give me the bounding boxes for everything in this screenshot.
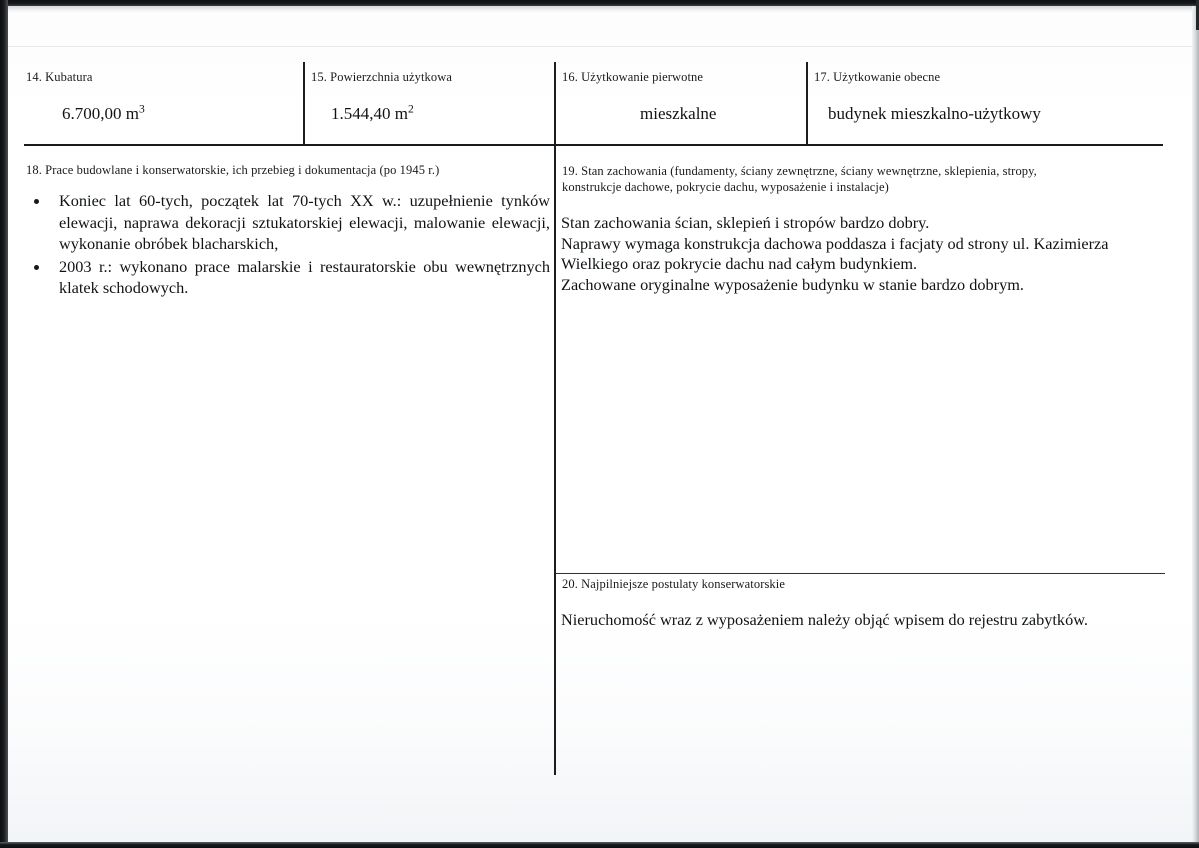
field-19-header xyxy=(562,164,1162,195)
field-15-number: 15. xyxy=(311,70,327,84)
divider-col-main xyxy=(554,62,556,775)
scan-edge-top xyxy=(0,0,1199,6)
field-18-header: 18. Prace budowlane i konserwatorskie, ich przebieg i dokumentacja (po 1945 r.) xyxy=(26,163,440,177)
scan-edge-right xyxy=(1192,0,1199,848)
scan-edge-left xyxy=(0,0,8,848)
field-18-bullet-list xyxy=(22,190,550,299)
paper-surface xyxy=(8,6,1193,843)
rule-under-top-row xyxy=(24,144,1163,146)
field-17-value-text: budynek mieszkalno-użytkowy xyxy=(828,104,1041,123)
field-18-body xyxy=(22,190,550,300)
field-16-label: Użytkowanie pierwotne xyxy=(581,70,704,84)
field-16-number: 16. xyxy=(562,70,578,84)
field-14-unit-exponent: 3 xyxy=(138,102,145,116)
field-14-number: 14. xyxy=(26,70,42,84)
field-14-value xyxy=(62,103,145,124)
field-15-label: Powierzchnia użytkowa xyxy=(330,70,453,84)
field-20-header: 20. Najpilniejsze postulaty konserwatorskie xyxy=(562,577,786,591)
field-19-header-line: 19. Stan zachowania (fundamenty, ściany zewnętrzne, ściany wewnętrzne, sklepienia, stropy, xyxy=(562,164,1037,178)
field-18-bullet-item: Koniec lat 60-tych, początek lat 70-tych XX w.: uzupełnienie tynków elewacji, naprawa dekoracji sztukatorskiej elewacji, malowanie elewacji, wykonanie obróbek blacharskich, xyxy=(22,190,550,255)
field-19-header-line: konstrukcje dachowe, pokrycie dachu, wyposażenie i instalacje) xyxy=(562,179,889,194)
scan-edge-bottom xyxy=(0,842,1199,848)
rule-between-19-20 xyxy=(556,573,1165,574)
field-16-value xyxy=(640,103,716,124)
field-15-value-text: 1.544,40 m xyxy=(331,104,408,123)
field-17-header xyxy=(814,70,940,86)
field-19-body-line: Stan zachowania ścian, sklepień i stropów bardzo dobry. xyxy=(561,213,930,232)
field-17-label: Użytkowanie obecne xyxy=(833,70,941,84)
divider-col-16-17 xyxy=(806,62,808,146)
field-17-value xyxy=(828,103,1041,124)
field-15-value xyxy=(331,103,414,124)
field-19-body-line: Wielkiego oraz pokrycie dachu nad całym budynkiem. xyxy=(561,254,918,273)
field-20-body xyxy=(561,610,1176,631)
field-14-label: Kubatura xyxy=(45,70,93,84)
sheet-top-shadow xyxy=(8,6,1194,13)
field-19-body-line: Naprawy wymaga konstrukcja dachowa poddasza i facjaty od strony ul. Kazimierza xyxy=(561,233,1109,253)
divider-col-14-15 xyxy=(303,62,305,146)
field-18-bullet-item: 2003 r.: wykonano prace malarskie i restauratorskie obu wewnętrznych klatek schodowych. xyxy=(22,256,550,299)
field-15-unit-exponent: 2 xyxy=(407,102,414,116)
field-17-number: 17. xyxy=(814,70,830,84)
sheet-fold-line xyxy=(8,46,1194,47)
field-14-value-text: 6.700,00 m xyxy=(62,104,139,123)
field-14-header xyxy=(26,70,92,86)
field-15-header xyxy=(311,70,452,86)
field-16-value-text: mieszkalne xyxy=(640,104,717,123)
field-20-body-line: Nieruchomość wraz z wyposażeniem należy objąć wpisem do rejestru zabytków. xyxy=(561,610,1088,629)
field-19-body-line: Zachowane oryginalne wyposażenie budynku w stanie bardzo dobrym. xyxy=(561,274,1024,294)
field-16-header xyxy=(562,70,703,86)
field-19-body xyxy=(561,213,1176,295)
